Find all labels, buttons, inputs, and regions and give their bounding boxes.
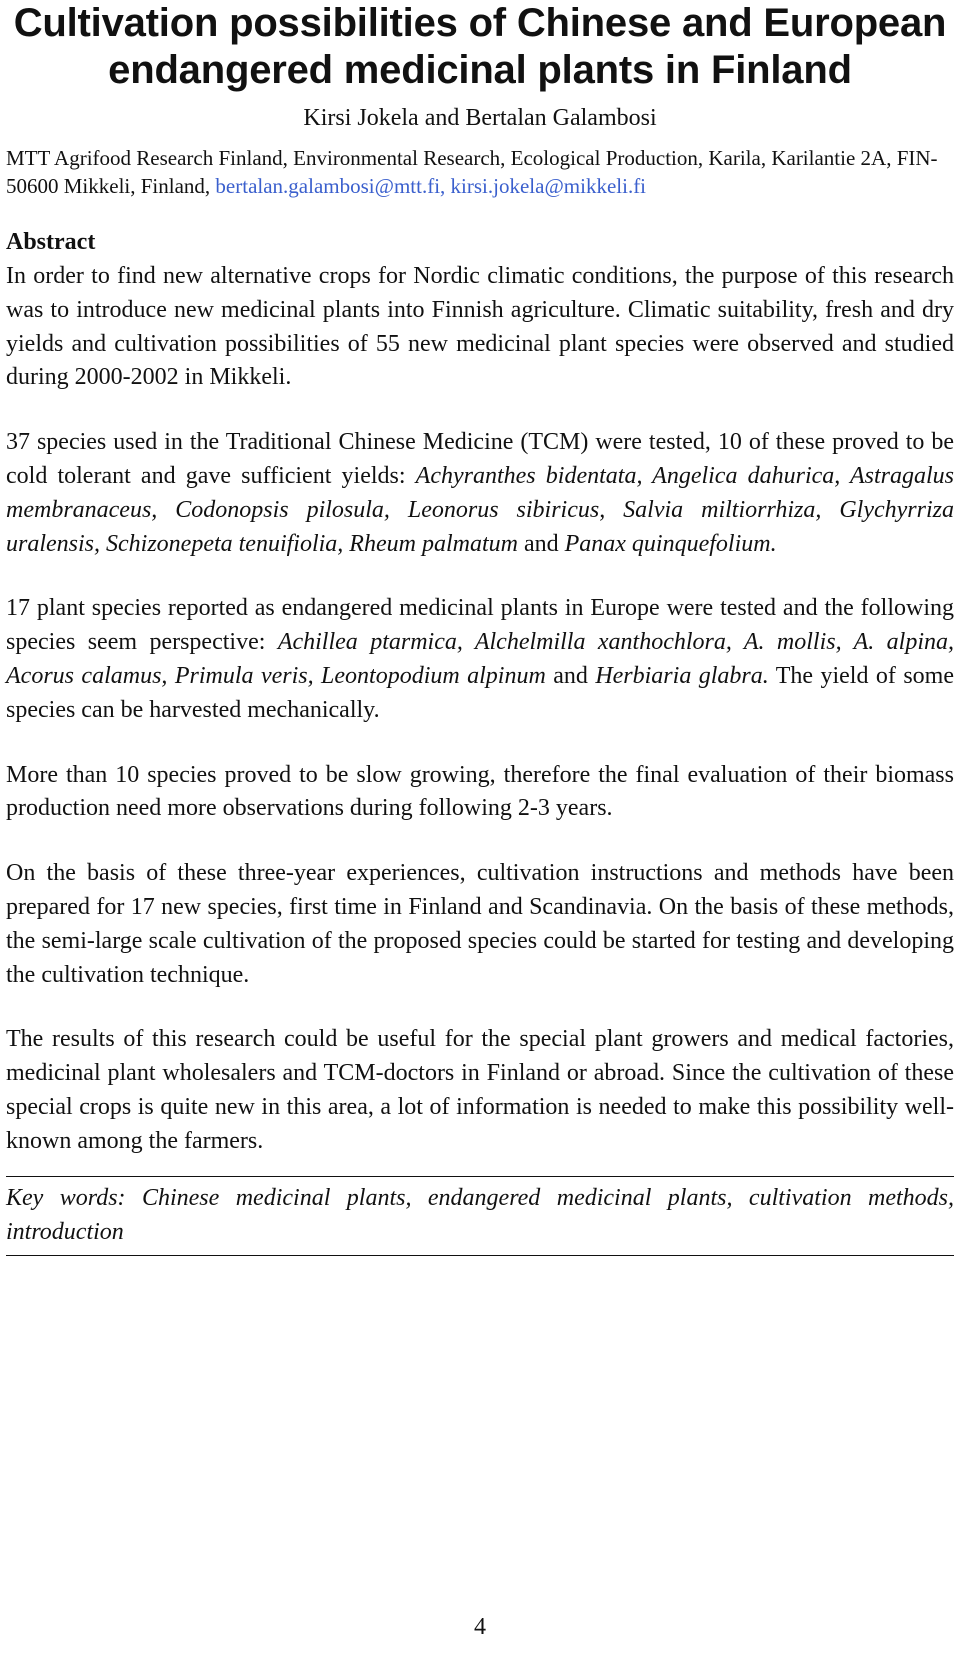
- page-number: 4: [474, 1614, 486, 1640]
- email-link-galambosi[interactable]: bertalan.galambosi@mtt.fi: [215, 174, 441, 198]
- paper-page: [6, 0, 954, 1256]
- european-species-last: Herbiaria glabra.: [595, 662, 769, 689]
- paragraph-2-intro: 37 species used in the Traditional Chinese Medicine (TCM) were tested, 10 of these proved to be cold tolerant and gave sufficient yields:: [6, 429, 954, 489]
- authors: Kirsi Jokela and Bertalan Galambosi: [303, 105, 657, 131]
- affiliation: [6, 144, 954, 200]
- affiliation-text: MTT Agrifood Research Finland, Environmental Research, Ecological Production, Karila, Karilantie 2A, FIN-50600 Mikkeli, Finland,: [6, 146, 938, 198]
- email-link-jokela[interactable]: kirsi.jokela@mikkeli.fi: [450, 174, 647, 198]
- keywords: Key words: Chinese medicinal plants, endangered medicinal plants, cultivation methods, introduction: [6, 1176, 954, 1256]
- tcm-species-list: Achyranthes bidentata, Angelica dahurica, Astragalus membranaceus, Codonopsis pilosula, Leonorus sibiricus, Salvia miltiorrhiza, Glychyrriza uralensis, Schizonepeta tenuifiolia, Rheum palmatum: [6, 462, 954, 557]
- paragraph-2-and: and: [517, 530, 565, 557]
- european-species-list: Achillea ptarmica, Alchelmilla xanthochlora, A. mollis, A. alpina, Acorus calamus, Primula veris, Leontopodium alpinum: [6, 629, 954, 689]
- abstract-heading: Abstract: [6, 229, 96, 255]
- abstract-paragraph-2: [6, 426, 954, 561]
- abstract-paragraph-6: The results of this research could be useful for the special plant growers and medical factories, medicinal plant wholesalers and TCM-doctors in Finland or abroad. Since the cultivation of these special crops is quite new in this area, a lot of information is needed to make this possibility well-known among the farmers.: [6, 1026, 954, 1154]
- paper-title: Cultivation possibilities of Chinese and European endangered medicinal plants in Finland: [13, 1, 947, 92]
- paragraph-3-intro: 17 plant species reported as endangered medicinal plants in Europe were tested and the following species seem perspective:: [6, 595, 954, 656]
- abstract-paragraph-3: [6, 592, 954, 727]
- abstract-paragraph-4: More than 10 species proved to be slow growing, therefore the final evaluation of their biomass production need more observations during following 2-3 years.: [6, 761, 954, 822]
- abstract-paragraph-1: In order to find new alternative crops for Nordic climatic conditions, the purpose of this research was to introduce new medicinal plants into Finnish agriculture. Climatic suitability, fresh and dry yields and cultivation possibilities of 55 new medicinal plant species were observed and studied during 2000-2002 in Mikkeli.: [6, 263, 954, 391]
- abstract-paragraph-5: On the basis of these three-year experiences, cultivation instructions and methods have been prepared for 17 new species, first time in Finland and Scandinavia. On the basis of these methods, the semi-large scale cultivation of the proposed species could be started for testing and developing the cultivation technique.: [6, 860, 954, 988]
- paragraph-3-end: The yield of some species can be harvested mechanically.: [6, 662, 954, 723]
- paragraph-3-and: and: [545, 662, 596, 689]
- tcm-species-last: Panax quinquefolium.: [564, 530, 777, 557]
- email-separator: ,: [440, 174, 451, 198]
